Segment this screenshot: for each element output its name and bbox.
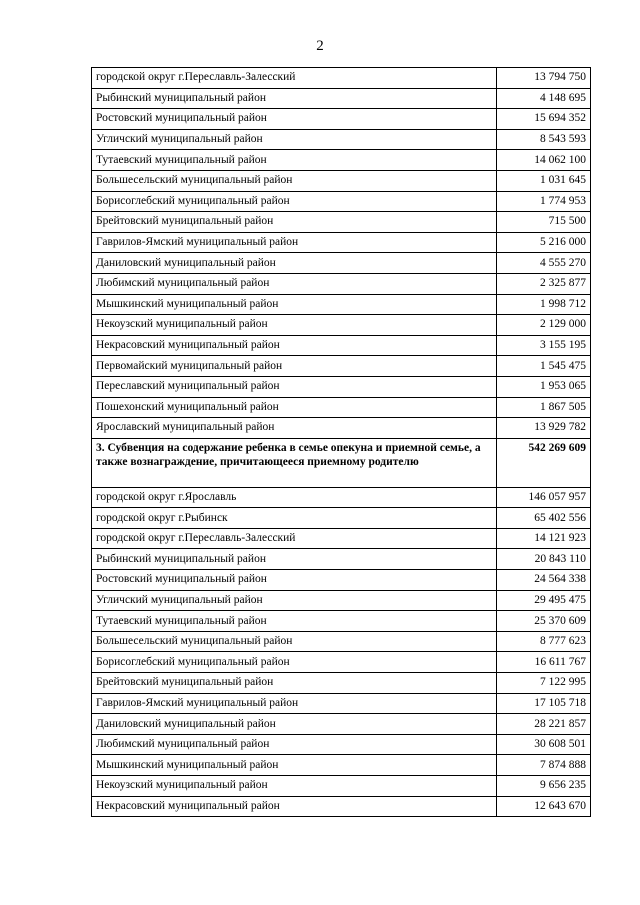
table-row: [92, 129, 591, 150]
amount-value: 1 774 953: [497, 191, 591, 212]
table-row: [92, 714, 591, 735]
amount-value: 24 564 338: [497, 570, 591, 591]
table-row: [92, 631, 591, 652]
amount-value: 29 495 475: [497, 590, 591, 611]
amount-value: 8 543 593: [497, 129, 591, 150]
amount-value: 8 777 623: [497, 631, 591, 652]
table-row: [92, 335, 591, 356]
municipality-name: городской округ г.Ярославль: [92, 487, 497, 508]
municipality-name: Тутаевский муниципальный район: [92, 611, 497, 632]
table-row: [92, 109, 591, 130]
table-row: [92, 570, 591, 591]
amount-value: 25 370 609: [497, 611, 591, 632]
amount-value: 4 148 695: [497, 88, 591, 109]
municipality-name: Некоузский муниципальный район: [92, 776, 497, 797]
municipality-name: Даниловский муниципальный район: [92, 714, 497, 735]
table-row: [92, 376, 591, 397]
amount-value: 2 325 877: [497, 273, 591, 294]
municipality-name: городской округ г.Переславль-Залесский: [92, 68, 497, 89]
table-row: [92, 170, 591, 191]
amount-value: 30 608 501: [497, 734, 591, 755]
table-row: [92, 528, 591, 549]
amount-value: 4 555 270: [497, 253, 591, 274]
table-row: [92, 232, 591, 253]
subvention-table: [91, 67, 591, 817]
section-amount: 542 269 609: [497, 438, 591, 487]
municipality-name: Переславский муниципальный район: [92, 376, 497, 397]
table-row: [92, 294, 591, 315]
table-body-part2: [92, 487, 591, 817]
amount-value: 15 694 352: [497, 109, 591, 130]
amount-value: 13 929 782: [497, 418, 591, 439]
table-row: [92, 590, 591, 611]
table-row: [92, 776, 591, 797]
table-row: [92, 150, 591, 171]
amount-value: 28 221 857: [497, 714, 591, 735]
municipality-name: Любимский муниципальный район: [92, 734, 497, 755]
municipality-name: Гаврилов-Ямский муниципальный район: [92, 232, 497, 253]
municipality-name: Угличский муниципальный район: [92, 129, 497, 150]
municipality-name: Ярославский муниципальный район: [92, 418, 497, 439]
municipality-name: Гаврилов-Ямский муниципальный район: [92, 693, 497, 714]
amount-value: 1 031 645: [497, 170, 591, 191]
table-row: [92, 212, 591, 233]
table-row: [92, 68, 591, 89]
table-row: [92, 356, 591, 377]
table-row: [92, 397, 591, 418]
amount-value: 20 843 110: [497, 549, 591, 570]
municipality-name: Брейтовский муниципальный район: [92, 673, 497, 694]
amount-value: 13 794 750: [497, 68, 591, 89]
table-row: [92, 315, 591, 336]
table-row: [92, 734, 591, 755]
municipality-name: Тутаевский муниципальный район: [92, 150, 497, 171]
municipality-name: Некоузский муниципальный район: [92, 315, 497, 336]
amount-value: 14 121 923: [497, 528, 591, 549]
municipality-name: Некрасовский муниципальный район: [92, 796, 497, 817]
table-row: [92, 508, 591, 529]
table-row: [92, 611, 591, 632]
municipality-name: Мышкинский муниципальный район: [92, 755, 497, 776]
amount-value: 3 155 195: [497, 335, 591, 356]
amount-value: 1 545 475: [497, 356, 591, 377]
municipality-name: Рыбинский муниципальный район: [92, 549, 497, 570]
municipality-name: Пошехонский муниципальный район: [92, 397, 497, 418]
municipality-name: Любимский муниципальный район: [92, 273, 497, 294]
table-row: [92, 191, 591, 212]
amount-value: 1 867 505: [497, 397, 591, 418]
municipality-name: городской округ г.Рыбинск: [92, 508, 497, 529]
municipality-name: Ростовский муниципальный район: [92, 570, 497, 591]
municipality-name: Борисоглебский муниципальный район: [92, 652, 497, 673]
municipality-name: Ростовский муниципальный район: [92, 109, 497, 130]
amount-value: 1 998 712: [497, 294, 591, 315]
table-row: [92, 418, 591, 439]
amount-value: 17 105 718: [497, 693, 591, 714]
municipality-name: Некрасовский муниципальный район: [92, 335, 497, 356]
amount-value: 9 656 235: [497, 776, 591, 797]
table-row: [92, 253, 591, 274]
amount-value: 7 122 995: [497, 673, 591, 694]
page-number: 2: [316, 38, 324, 54]
table-row: [92, 673, 591, 694]
table-body-part1: [92, 68, 591, 439]
table-row: [92, 549, 591, 570]
municipality-name: Большесельский муниципальный район: [92, 631, 497, 652]
table-row: [92, 487, 591, 508]
municipality-name: Борисоглебский муниципальный район: [92, 191, 497, 212]
table-row: [92, 796, 591, 817]
municipality-name: Брейтовский муниципальный район: [92, 212, 497, 233]
table-row: [92, 88, 591, 109]
municipality-name: Мышкинский муниципальный район: [92, 294, 497, 315]
amount-value: 715 500: [497, 212, 591, 233]
amount-value: 146 057 957: [497, 487, 591, 508]
amount-value: 2 129 000: [497, 315, 591, 336]
municipality-name: Первомайский муниципальный район: [92, 356, 497, 377]
amount-value: 14 062 100: [497, 150, 591, 171]
table-body-section: [92, 438, 591, 487]
section-title: 3. Субвенция на содержание ребенка в семье опекуна и приемной семье, а также вознаграждение, причитающееся приемному родителю: [92, 438, 497, 487]
amount-value: 1 953 065: [497, 376, 591, 397]
table-row: [92, 693, 591, 714]
municipality-name: Даниловский муниципальный район: [92, 253, 497, 274]
municipality-name: Большесельский муниципальный район: [92, 170, 497, 191]
municipality-name: Угличский муниципальный район: [92, 590, 497, 611]
amount-value: 65 402 556: [497, 508, 591, 529]
municipality-name: городской округ г.Переславль-Залесский: [92, 528, 497, 549]
amount-value: 5 216 000: [497, 232, 591, 253]
amount-value: 7 874 888: [497, 755, 591, 776]
table-row: [92, 652, 591, 673]
municipality-name: Рыбинский муниципальный район: [92, 88, 497, 109]
amount-value: 16 611 767: [497, 652, 591, 673]
table-row: [92, 755, 591, 776]
amount-value: 12 643 670: [497, 796, 591, 817]
table-row: [92, 273, 591, 294]
section-header-row: [92, 438, 591, 487]
